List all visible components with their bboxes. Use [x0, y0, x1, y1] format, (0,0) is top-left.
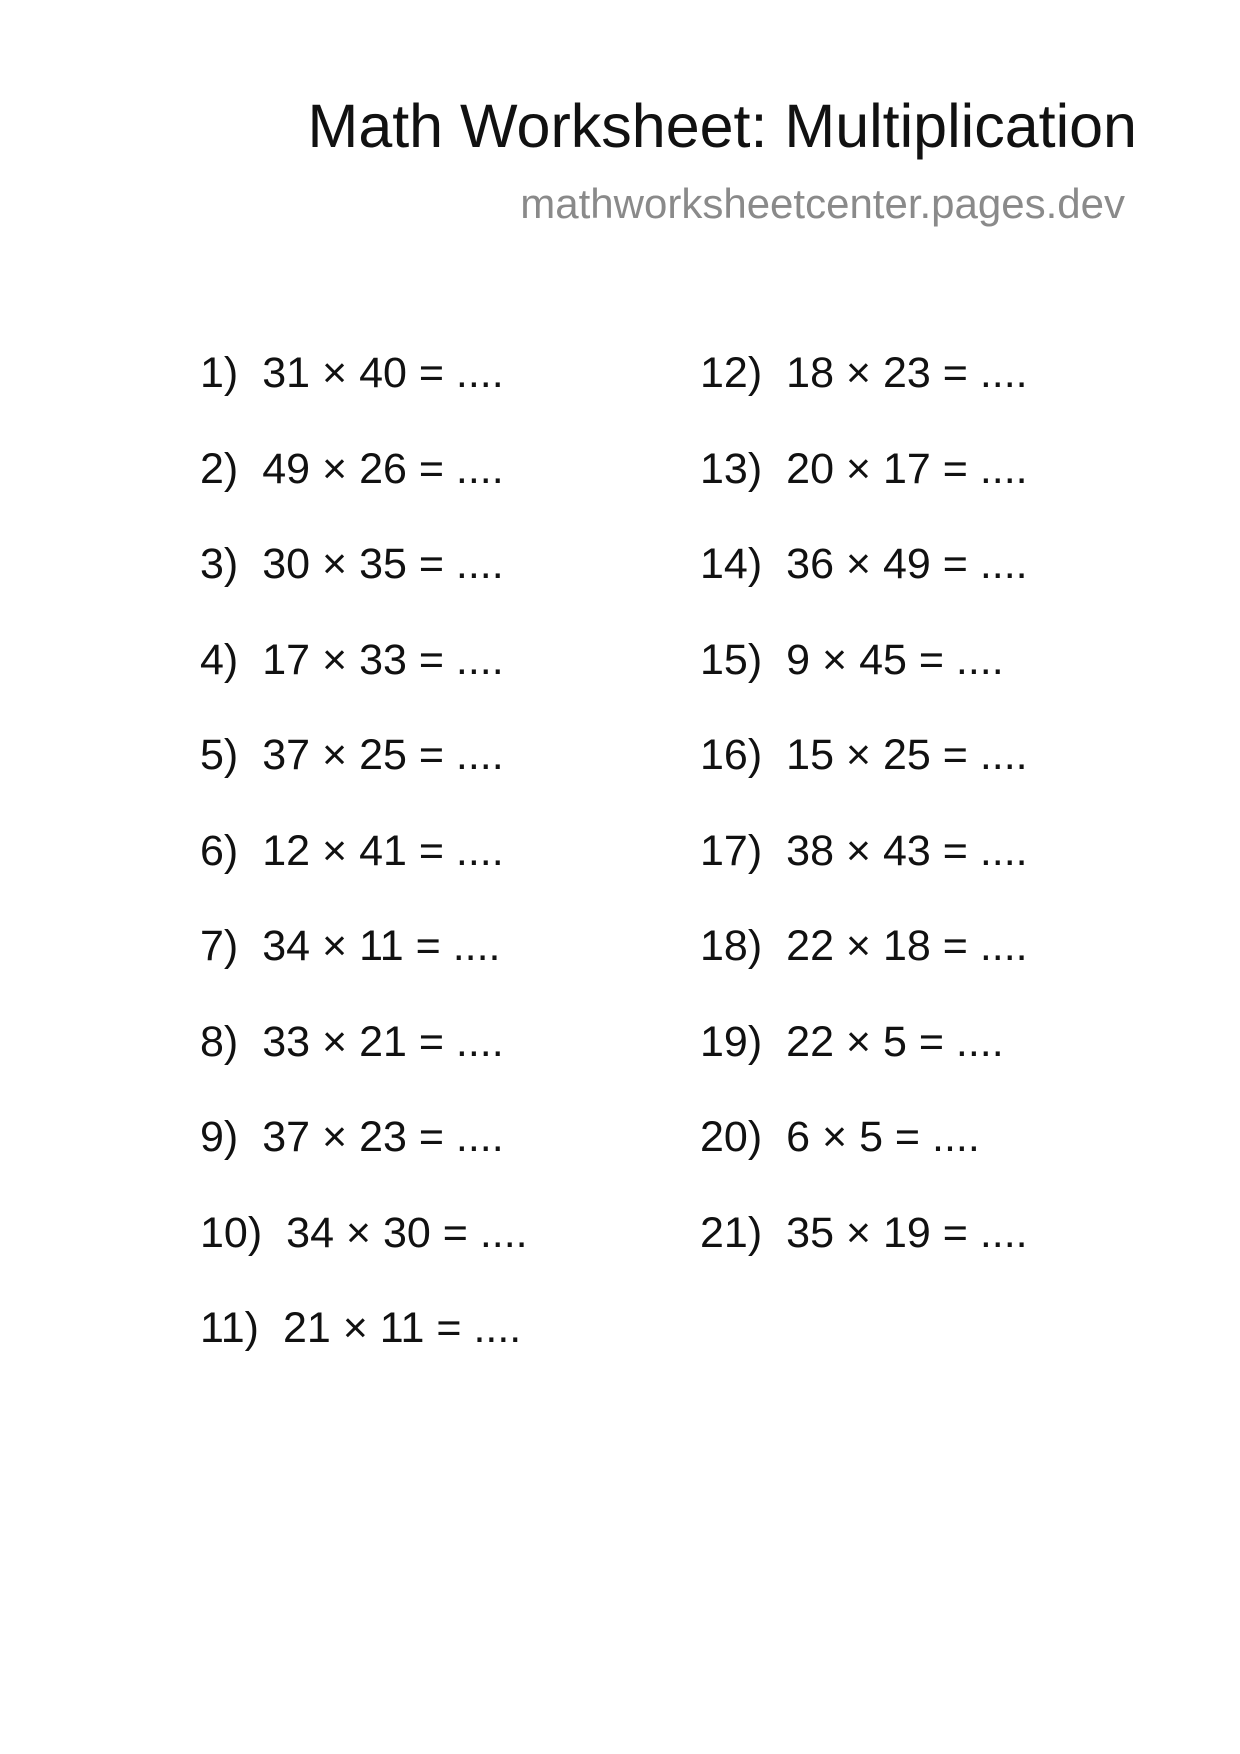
problem-expression: 15 × 25 = ....	[786, 731, 1028, 779]
problem-expression: 35 × 19 = ....	[786, 1208, 1028, 1257]
problem-item	[700, 635, 1028, 735]
problem-number: 12)	[700, 349, 763, 397]
problem-item	[200, 826, 528, 926]
problem-item	[200, 635, 528, 735]
problem-expression: 38 × 43 = ....	[786, 826, 1028, 875]
problem-item	[200, 1304, 528, 1403]
problem-expression: 22 × 5 = ....	[786, 1017, 1004, 1066]
problem-item	[700, 922, 1028, 1021]
problem-item	[700, 731, 1028, 830]
problem-number: 5)	[200, 731, 239, 779]
problem-number: 17)	[700, 826, 763, 875]
problem-expression: 21 × 11 = ....	[282, 1304, 522, 1352]
problem-item	[200, 1208, 528, 1308]
problem-expression: 12 × 41 = ....	[262, 826, 504, 875]
problem-item	[700, 826, 1028, 926]
problem-item	[200, 540, 528, 639]
problem-item	[700, 1017, 1028, 1117]
problem-number: 18)	[700, 922, 763, 970]
problem-column-left	[200, 349, 528, 1403]
problem-expression: 37 × 23 = ....	[262, 1113, 504, 1161]
problem-expression: 17 × 33 = ....	[262, 635, 504, 684]
problem-item	[700, 1113, 1028, 1212]
problem-number: 13)	[700, 444, 763, 493]
problem-expression: 30 × 35 = ....	[262, 540, 504, 588]
problem-item	[200, 731, 528, 830]
worksheet-title: Math Worksheet: Multiplication	[307, 92, 1137, 160]
problem-number: 21)	[700, 1208, 763, 1257]
problem-number: 20)	[700, 1113, 763, 1161]
problem-expression: 18 × 23 = ....	[786, 349, 1028, 397]
problem-number: 19)	[700, 1017, 763, 1066]
problem-item	[200, 1113, 528, 1212]
problem-number: 15)	[700, 635, 763, 684]
problem-number: 6)	[200, 826, 239, 875]
problem-item	[700, 349, 1028, 448]
problem-number: 10)	[200, 1208, 263, 1257]
problem-number: 9)	[200, 1113, 239, 1161]
problem-item	[200, 349, 528, 448]
problem-expression: 37 × 25 = ....	[262, 731, 504, 779]
problem-number: 11)	[200, 1304, 259, 1352]
problem-number: 4)	[200, 635, 239, 684]
problem-number: 16)	[700, 731, 763, 779]
problem-item	[700, 1208, 1028, 1308]
problem-expression: 34 × 30 = ....	[286, 1208, 528, 1257]
problem-number: 8)	[200, 1017, 239, 1066]
problem-number: 7)	[200, 922, 239, 970]
problem-expression: 6 × 5 = ....	[786, 1113, 980, 1161]
problem-expression: 33 × 21 = ....	[262, 1017, 504, 1066]
problem-number: 2)	[200, 444, 239, 493]
problem-expression: 31 × 40 = ....	[262, 349, 504, 397]
problem-item	[700, 444, 1028, 544]
problem-number: 14)	[700, 540, 763, 588]
problem-number: 1)	[200, 349, 239, 397]
problem-item	[200, 444, 528, 544]
problem-item	[200, 922, 528, 1021]
problem-expression: 36 × 49 = ....	[786, 540, 1028, 588]
problem-number: 3)	[200, 540, 239, 588]
problem-expression: 49 × 26 = ....	[262, 444, 504, 493]
problem-expression: 22 × 18 = ....	[786, 922, 1028, 970]
problem-expression: 9 × 45 = ....	[786, 635, 1004, 684]
problem-expression: 34 × 11 = ....	[262, 922, 501, 970]
problem-column-right	[700, 349, 1028, 1307]
worksheet-source-url: mathworksheetcenter.pages.dev	[520, 180, 1125, 227]
problem-expression: 20 × 17 = ....	[786, 444, 1028, 493]
problem-item	[200, 1017, 528, 1117]
problem-item	[700, 540, 1028, 639]
